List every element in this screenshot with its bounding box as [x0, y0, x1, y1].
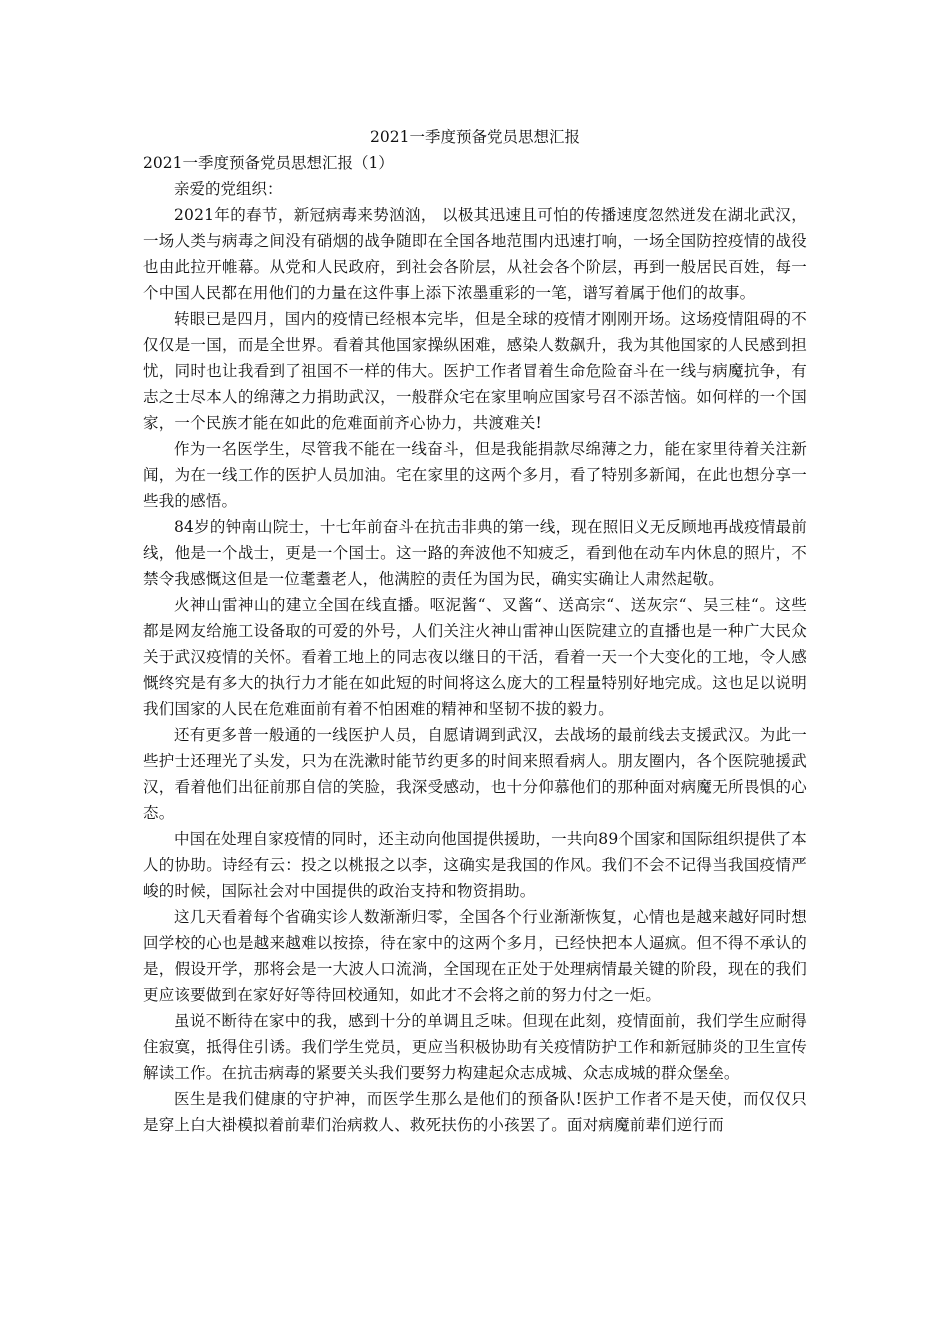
paragraph-1: 2021年的春节，新冠病毒来势汹汹， 以极其迅速且可怕的传播速度忽然迸发在湖北武汉，一场人类与病毒之间没有硝烟的战争随即在全国各地范围内迅速打响，一场全国防控疫情的战役也由此拉开帷幕。从党和人民政府，到社会各阶层，从社会各个阶层，再到一般居民百姓，每一个中国人民都在用他们的力量在这件事上添下浓墨重彩的一笔，谱写着属于他们的故事。 [143, 206, 807, 302]
paragraph-10: 医生是我们健康的守护神，而医学生那么是他们的预备队!医护工作者不是天使，而仅仅只是穿上白大褂模拟着前辈们治病救人、救死扶伤的小孩罢了。面对病魔前辈们逆行而 [143, 1090, 807, 1134]
document-title: 2021一季度预备党员思想汇报 [370, 128, 580, 146]
paragraph-8: 这几天看着每个省确实诊人数渐渐归零，全国各个行业渐渐恢复，心情也是越来越好同时想回学校的心也是越来越难以按捺，待在家中的这两个多月，已经快把本人逼疯。但不得不承认的是，假设开学，那将会是一大波人口流淌，全国现在正处于处理病情最关键的阶段，现在的我们更应该要做到在家好好等待回校通知，如此才不会将之前的努力付之一炬。 [143, 908, 807, 1004]
paragraph-2: 转眼已是四月，国内的疫情已经根本完毕，但是全球的疫情才刚刚开场。这场疫情阻碍的不仅仅是一国，而是全世界。看着其他国家操纵困难，感染人数飙升，我为其他国家的人民感到担忧，同时也让我看到了祖国不一样的伟大。医护工作者冒着生命危险奋斗在一线与病魔抗争，有志之士尽本人的绵薄之力捐助武汉，一般群众宅在家里响应国家号召不添苦恼。如何样的一个国家，一个民族才能在如此的危难面前齐心协力，共渡难关! [143, 310, 807, 432]
paragraph-6: 还有更多普一般通的一线医护人员，自愿请调到武汉，去战场的最前线去支援武汉。为此一些护士还理光了头发，只为在洗漱时能节约更多的时间来照看病人。朋友圈内，各个医院驰援武汉，看着他们出征前那自信的笑脸，我深受感动，也十分仰慕他们的那种面对病魔无所畏惧的心态。 [143, 726, 807, 822]
document-page [143, 124, 807, 1138]
paragraph-9: 虽说不断待在家中的我，感到十分的单调且乏味。但现在此刻，疫情面前，我们学生应耐得住寂寞，抵得住引诱。我们学生党员，更应当积极协助有关疫情防护工作和新冠肺炎的卫生宣传解读工作。在抗击病毒的紧要关头我们要努力构建起众志成城、众志成城的群众堡垒。 [143, 1012, 807, 1082]
paragraph-4: 84岁的钟南山院士，十七年前奋斗在抗击非典的第一线，现在照旧义无反顾地再战疫情最前线，他是一个战士，更是一个国士。这一路的奔波他不知疲乏，看到他在动车内休息的照片，不禁令我感慨这但是一位耄耋老人，他满腔的责任为国为民，确实实确让人肃然起敬。 [143, 518, 807, 588]
paragraph-7: 中国在处理自家疫情的同时，还主动向他国提供援助，一共向89个国家和国际组织提供了本人的协助。诗经有云：投之以桃报之以李，这确实是我国的作风。我们不会不记得当我国疫情严峻的时候，国际社会对中国提供的政治支持和物资捐助。 [143, 830, 807, 900]
paragraph-3: 作为一名医学生，尽管我不能在一线奋斗，但是我能捐款尽绵薄之力，能在家里待着关注新闻，为在一线工作的医护人员加油。宅在家里的这两个多月，看了特别多新闻，在此也想分享一些我的感悟。 [143, 440, 807, 510]
document-subtitle: 2021一季度预备党员思想汇报（1） [143, 154, 394, 172]
paragraph-5: 火神山雷神山的建立全国在线直播。呕泥酱“、叉酱“、送高宗“、送灰宗“、吴三桂“。这些都是网友给施工设备取的可爱的外号，人们关注火神山雷神山医院建立的直播也是一种广大民众关于武汉疫情的关怀。看着工地上的同志夜以继日的干活，看着一天一个大变化的工地，令人感慨终究是有多大的执行力才能在如此短的时间将这么庞大的工程量特别好地完成。这也足以说明我们国家的人民在危难面前有着不怕困难的精神和坚韧不拔的毅力。 [143, 596, 807, 718]
salutation: 亲爱的党组织： [174, 180, 283, 198]
